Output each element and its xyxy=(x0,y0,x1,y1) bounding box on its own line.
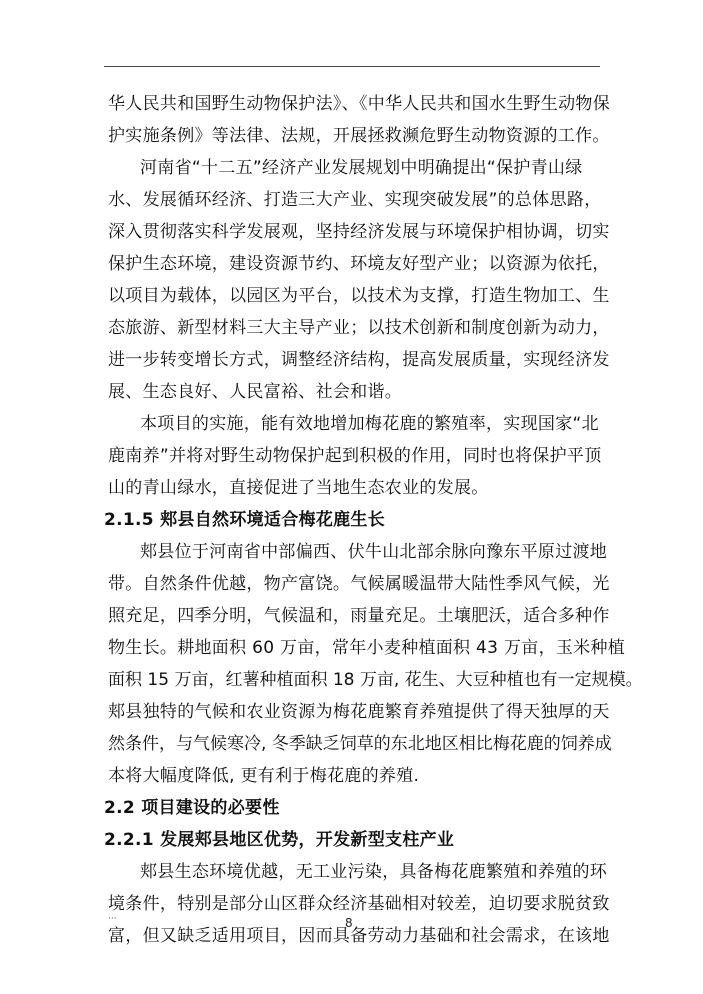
text-line: 态旅游、新型材料三大主导产业；以技术创新和制度创新为动力， xyxy=(108,318,610,338)
text-line: 富，但又缺乏适用项目，因而具备劳动力基础和社会需求，在该地 xyxy=(108,926,610,946)
text-line: 境条件，特别是部分山区群众经济基础相对较差，迫切要求脱贫致 xyxy=(108,894,610,914)
text-line: 深入贯彻落实科学发展观，坚持经济发展与环境保护相协调，切实 xyxy=(108,222,610,242)
text-line: 以项目为载体，以园区为平台，以技术为支撑，打造生物加工、生 xyxy=(108,286,610,306)
text-line: 水、发展循环经济、打造三大产业、实现突破发展”的总体思路， xyxy=(108,190,602,210)
text-line: 保护生态环境，建设资源节约、环境友好型产业；以资源为依托， xyxy=(108,254,610,274)
text-line: 华人民共和国野生动物保护法》、《中华人民共和国水生野生动物保 xyxy=(108,94,610,114)
text-line: 护实施条例》等法律、法规，开展拯救濒危野生动物资源的工作。 xyxy=(108,126,610,146)
section-heading: 2.2 项目建设的必要性 xyxy=(104,798,280,818)
subsection-heading: 2.2.1 发展郏县地区优势，开发新型支柱产业 xyxy=(104,830,455,850)
text-line: 山的青山绿水，直接促进了当地生态农业的发展。 xyxy=(108,478,489,498)
page-number: 8 xyxy=(345,916,353,930)
text-line: 物生长。耕地面积 60 万亩，常年小麦种植面积 43 万亩，玉米种植 xyxy=(108,638,626,658)
section-heading: 2.1.5 郏县自然环境适合梅花鹿生长 xyxy=(104,510,386,530)
text-line: 展、生态良好、人民富裕、社会和谐。 xyxy=(108,382,403,402)
paragraph-first-line: 郏县生态环境优越，无工业污染，具备梅花鹿繁殖和养殖的环 xyxy=(140,862,608,882)
text-line: 然条件，与气候寒冷, 冬季缺乏饲草的东北地区相比梅花鹿的饲养成 xyxy=(108,734,612,754)
text-line: 带。自然条件优越，物产富饶。气候属暖温带大陆性季风气候，光 xyxy=(108,574,610,594)
footer-mark: ··· xyxy=(108,914,117,924)
text-line: 面积 15 万亩，红薯种植面积 18 万亩, 花生、大豆种植也有一定规模。 xyxy=(108,670,643,690)
paragraph-first-line: 本项目的实施，能有效地增加梅花鹿的繁殖率，实现国家“北 xyxy=(140,414,599,434)
paragraph-first-line: 河南省“十二五”经济产业发展规划中明确提出“保护青山绿 xyxy=(140,158,583,178)
text-line: 本将大幅度降低, 更有利于梅花鹿的养殖. xyxy=(108,766,420,786)
text-line: 照充足，四季分明，气候温和，雨量充足。土壤肥沃，适合多种作 xyxy=(108,606,610,626)
text-line: 郏县独特的气候和农业资源为梅花鹿繁育养殖提供了得天独厚的天 xyxy=(108,702,610,722)
header-rule xyxy=(104,66,600,67)
text-line: 鹿南养”并将对野生动物保护起到积极的作用，同时也将保护平顶 xyxy=(108,446,602,466)
paragraph-first-line: 郏县位于河南省中部偏西、伏牛山北部余脉向豫东平原过渡地 xyxy=(140,542,608,562)
text-line: 进一步转变增长方式，调整经济结构，提高发展质量，实现经济发 xyxy=(108,350,610,370)
